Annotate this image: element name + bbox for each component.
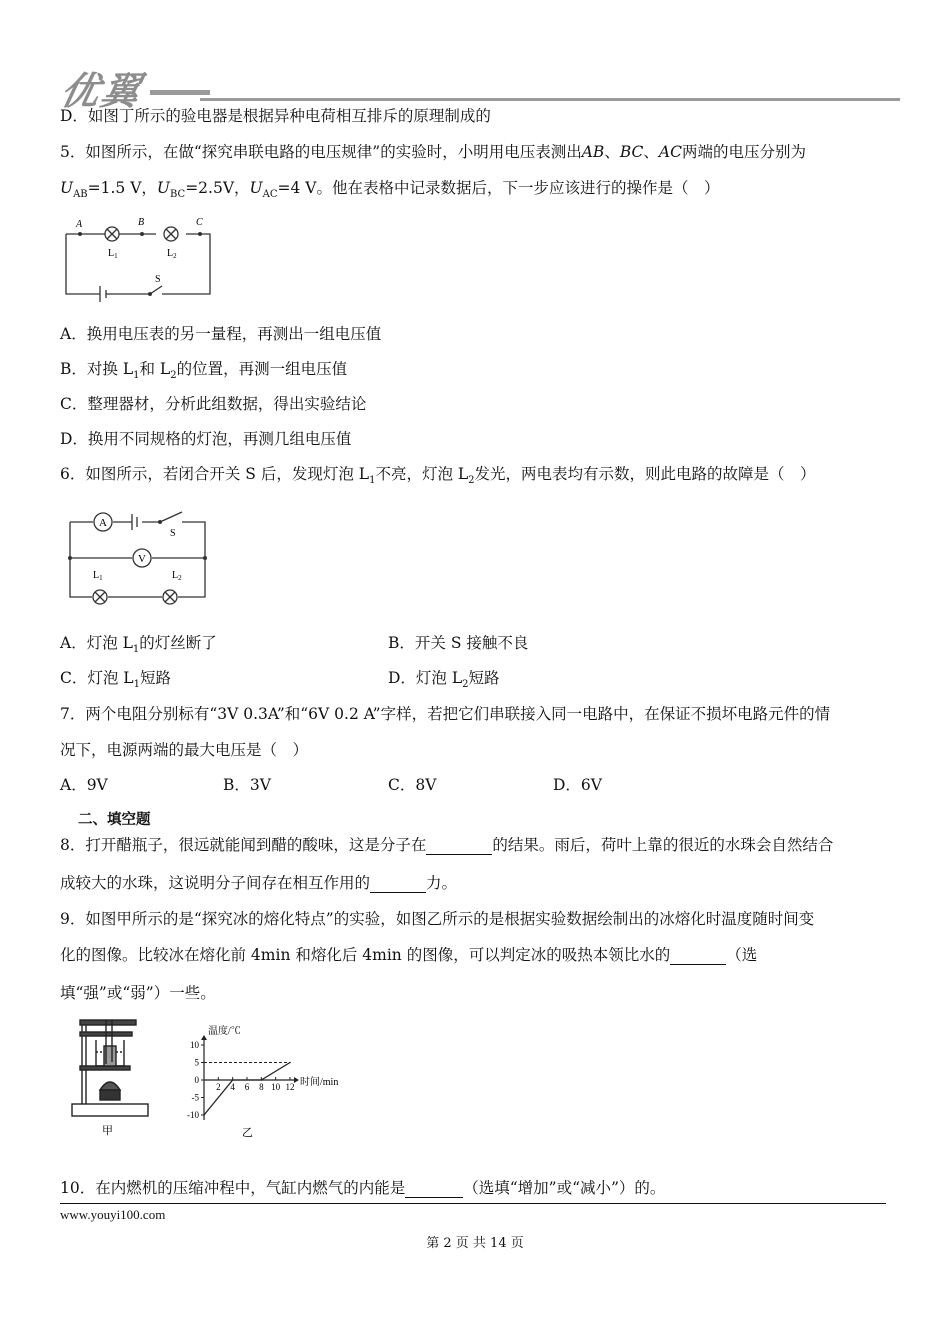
q6-fig-label-l2: $L_2$ bbox=[172, 570, 182, 582]
y-tick-label: 0 bbox=[194, 1075, 199, 1085]
q8-stem-line1: 8．打开醋瓶子，很远就能闻到醋的酸味，这是分子在 的结果。雨后，荷叶上靠的很近的水珠会自然结合 bbox=[60, 836, 834, 854]
y-axis-arrow bbox=[201, 1035, 207, 1040]
x-axis-arrow bbox=[294, 1077, 299, 1083]
header-rule-accent bbox=[150, 90, 210, 95]
q6-option-b: B．开关 S 接触不良 bbox=[388, 634, 529, 652]
x-tick-label: 10 bbox=[271, 1082, 281, 1092]
footer-rule bbox=[60, 1203, 886, 1204]
chart-figure-label: 乙 bbox=[242, 1127, 253, 1139]
x-tick-label: 2 bbox=[216, 1082, 221, 1092]
y-tick-label: 5 bbox=[194, 1057, 199, 1068]
q7-option-c: C．8V bbox=[388, 776, 437, 794]
q7-stem-line1: 7．两个电阻分别标有“3V 0.3A”和“6V 0.2 A”字样，若把它们串联接入同一电路中，在保证不损坏电路元件的情 bbox=[60, 705, 831, 723]
q7-option-d: D．6V bbox=[553, 776, 602, 794]
data-point bbox=[261, 1079, 263, 1081]
page-number: 第 2 页 共 14 页 bbox=[426, 1236, 524, 1251]
x-tick-label: 8 bbox=[259, 1082, 264, 1092]
q9-stem-line1: 9．如图甲所示的是“探究冰的熔化特点”的实验，如图乙所示的是根据实验数据绘制出的冰熔化时温度随时间变 bbox=[60, 910, 815, 928]
q8-blank-2[interactable] bbox=[370, 892, 426, 893]
q5-fig-label-a: A bbox=[76, 219, 83, 230]
q6-option-d: D．灯泡 $L_2$短路 bbox=[388, 669, 500, 691]
q5-fig-label-c: C bbox=[196, 217, 203, 228]
data-point bbox=[203, 1114, 205, 1116]
q5-option-c: C．整理器材，分析此组数据，得出实验结论 bbox=[60, 395, 367, 413]
y-tick-label: 10 bbox=[190, 1040, 199, 1050]
x-tick-label: 6 bbox=[244, 1082, 250, 1092]
q9-blank[interactable] bbox=[670, 964, 726, 965]
q5-fig-label-l1: $L_1$ bbox=[108, 248, 118, 260]
q7-stem-line2: 况下，电源两端的最大电压是（ ） bbox=[60, 741, 309, 759]
q9-figure-left-label: 甲 bbox=[102, 1125, 113, 1137]
x-axis-label: 时间/min bbox=[300, 1077, 339, 1088]
q8-stem-line2: 成较大的水珠，这说明分子间存在相互作用的 力。 bbox=[60, 874, 458, 892]
q4-option-d: D．如图丁所示的验电器是根据异种电荷相互排斥的原理制成的 bbox=[60, 107, 491, 125]
x-tick-label: 4 bbox=[230, 1082, 235, 1092]
y-tick-label: -10 bbox=[187, 1110, 199, 1120]
q6-fig-label-s: S bbox=[170, 528, 176, 539]
y-axis-label: 温度/℃ bbox=[208, 1026, 241, 1037]
header-rule bbox=[200, 98, 900, 101]
q6-fig-label-l1: $L_1$ bbox=[93, 570, 103, 582]
q9-stem-line3: 填“强”或“弱”）一些。 bbox=[60, 984, 216, 1002]
q8-blank-1[interactable] bbox=[426, 854, 492, 855]
section-title: 二、填空题 bbox=[78, 812, 151, 828]
q5-stem-line1: 5．如图所示，在做“探究串联电路的电压规律”的实验时，小明用电压表测出AB、BC、AC两端的电压分别为 bbox=[60, 143, 806, 161]
x-tick-label: 12 bbox=[285, 1082, 295, 1092]
q9-stem-line2: 化的图像。比较冰在熔化前 4min 和熔化后 4min 的图像，可以判定冰的吸热本领比水的 （选 bbox=[60, 946, 758, 964]
q5-circuit-figure bbox=[58, 212, 218, 307]
q9-chart bbox=[170, 1018, 360, 1140]
q6-option-c: C．灯泡 $L_1$短路 bbox=[60, 669, 171, 691]
q6-stem: 6．如图所示，若闭合开关 S 后，发现灯泡 $L_1$不亮，灯泡 $L_2$发光，两电表均有示数，则此电路的故障是（ ） bbox=[60, 465, 816, 487]
data-point bbox=[232, 1079, 234, 1081]
q10-stem: 10．在内燃机的压缩冲程中，气缸内燃气的内能是 （选填“增加”或“减小”）的。 bbox=[60, 1179, 666, 1197]
q6-option-a: A．灯泡 $L_1$的灯丝断了 bbox=[60, 634, 217, 656]
y-tick-label: -5 bbox=[191, 1092, 199, 1103]
q9-apparatus-figure bbox=[66, 1018, 156, 1140]
q7-option-b: B．3V bbox=[223, 776, 271, 794]
q6-fig-voltmeter-label: V bbox=[138, 553, 146, 565]
q5-stem-line2: $U_{AB}=1.5$ V，$U_{BC}=2.5V$，$U_{AC}=4$ V。他在表格中记录数据后，下一步应该进行的操作是（ ） bbox=[60, 179, 720, 201]
q5-option-d: D．换用不同规格的灯泡，再测几组电压值 bbox=[60, 430, 352, 448]
q5-fig-label-s: S bbox=[155, 274, 161, 285]
logo: 优翼 bbox=[56, 69, 146, 113]
q5-option-a: A．换用电压表的另一量程，再测出一组电压值 bbox=[60, 325, 382, 343]
q7-option-a: A．9V bbox=[60, 776, 108, 794]
q10-blank[interactable] bbox=[405, 1197, 463, 1198]
q6-circuit-figure bbox=[60, 502, 215, 612]
footer-url[interactable]: www.youyi100.com bbox=[60, 1207, 166, 1222]
q5-option-b: B．对换 $L_1$和 $L_2$的位置，再测一组电压值 bbox=[60, 360, 348, 382]
q6-fig-ammeter-label: A bbox=[99, 517, 107, 529]
q5-fig-label-l2: $L_2$ bbox=[167, 248, 177, 260]
q5-fig-label-b: B bbox=[138, 217, 145, 228]
data-point bbox=[289, 1062, 291, 1064]
